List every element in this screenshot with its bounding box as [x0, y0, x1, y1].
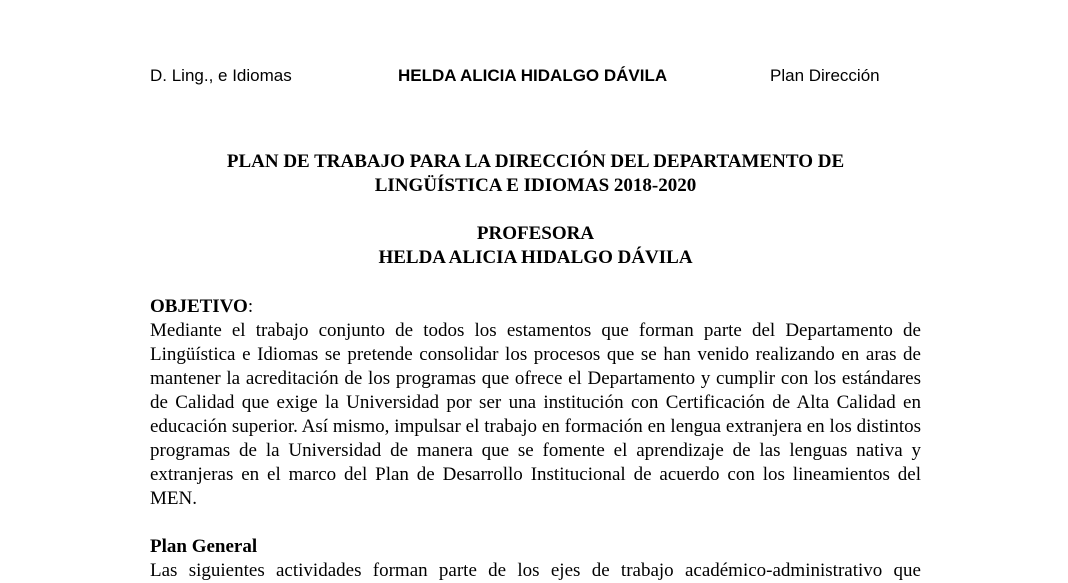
header-department: D. Ling., e Idiomas [150, 66, 292, 85]
objective-heading-colon: : [247, 296, 254, 317]
professor-role: PROFESORA [476, 223, 595, 244]
title-line-2: LINGÜÍSTICA E IDIOMAS 2018-2020 [374, 175, 697, 196]
document-title [150, 150, 921, 198]
professor-name: HELDA ALICIA HIDALGO DÁVILA [378, 247, 693, 268]
objective-heading-label: OBJETIVO [150, 296, 248, 317]
header-author: HELDA ALICIA HIDALGO DÁVILA [398, 66, 668, 85]
plan-general-paragraph: Las siguientes actividades forman parte de los ejes de trabajo académico-administrativo que [150, 560, 921, 581]
objective-heading [150, 295, 253, 319]
professor-block [150, 222, 921, 270]
plan-general-heading: Plan General [150, 536, 258, 557]
objective-paragraph: Mediante el trabajo conjunto de todos los estamentos que forman parte del Departamento de Lingüística e Idiomas se pretende consolidar los procesos que se han venido realizando en aras de mantener la acreditación de los programas que ofrece el Departamento y cumplir con los estándares de Calidad que exige la Universidad por ser una institución con Certificación de Alta Calidad en educación superior. Así mismo, impulsar el trabajo en formación en lengua extranjera en los distintos programas de la Universidad de manera que se fomente el aprendizaje de las lenguas nativa y extranjeras en el marco del Plan de Desarrollo Institucional de acuerdo con los lineamientos del MEN. [150, 320, 921, 509]
title-line-1: PLAN DE TRABAJO PARA LA DIRECCIÓN DEL DEPARTAMENTO DE [226, 151, 845, 172]
header-document-type: Plan Dirección [770, 66, 880, 85]
